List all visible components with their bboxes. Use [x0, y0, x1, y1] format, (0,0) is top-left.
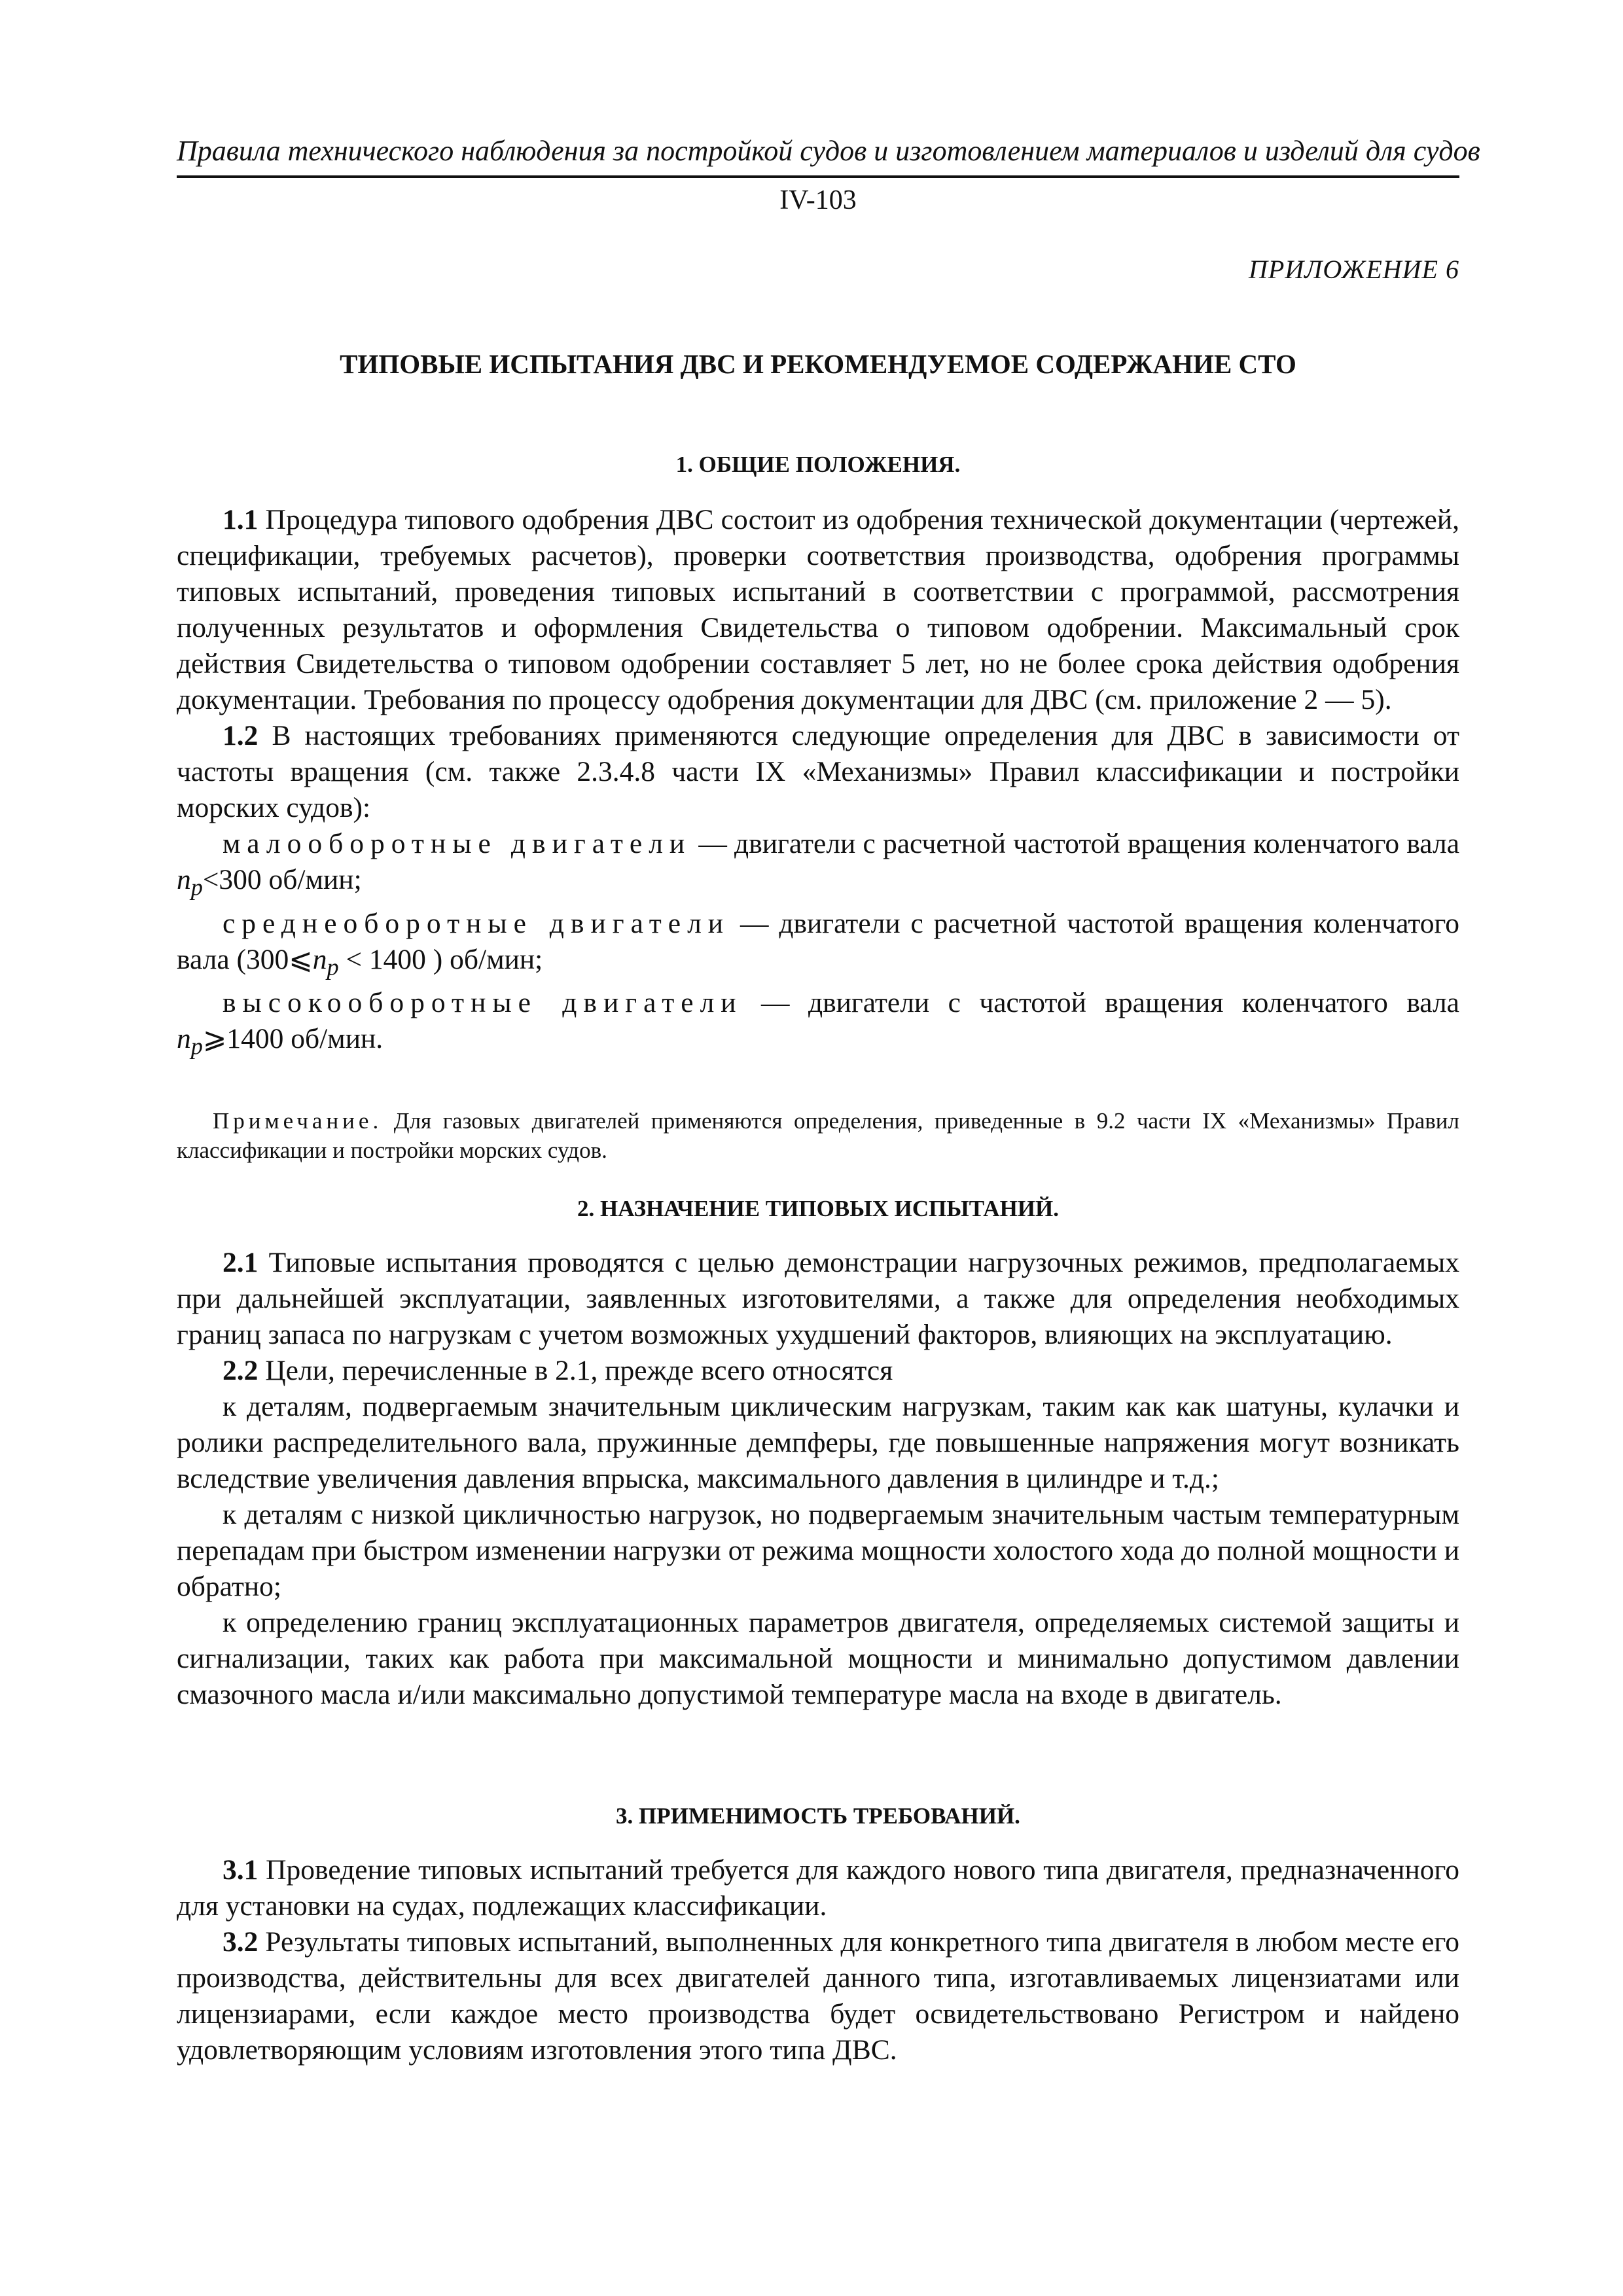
- symbol-subscript: p: [190, 874, 203, 901]
- header-rule: [177, 175, 1459, 178]
- paragraph-number: 2.2: [223, 1355, 259, 1386]
- definition-high-speed: [177, 985, 1459, 1065]
- paragraph-number: 1.2: [223, 720, 259, 751]
- appendix-label: ПРИЛОЖЕНИЕ 6: [1249, 255, 1459, 284]
- section-1-heading: 1. ОБЩИЕ ПОЛОЖЕНИЯ.: [675, 452, 961, 477]
- list-item: к деталям, подвергаемым значительным циклическим нагрузкам, таким как как шатуны, кулачки и ролики распределительного вала, пружинные демпферы, где повышенные напряжения могут возникать вследствие увеличения давления впрыска, максимального давления в цилиндре и т.д.;: [177, 1391, 1459, 1494]
- paragraph-3-2: [177, 1924, 1459, 2068]
- paragraph-3-1: [177, 1852, 1459, 1924]
- term-high-speed: высокооборотные двигатели: [223, 987, 743, 1019]
- symbol-n: n: [177, 1023, 191, 1055]
- definition-condition: ⩾1400 об/мин.: [202, 1023, 383, 1055]
- symbol-n: n: [177, 864, 191, 895]
- definition-low-speed: [177, 826, 1459, 906]
- note-block: [177, 1106, 1459, 1165]
- paragraph-2-1: [177, 1245, 1459, 1353]
- definition-text: — двигатели с расчетной частотой вращения коленчатого вала: [698, 828, 1459, 859]
- paragraph-text: Проведение типовых испытаний требуется для каждого нового типа двигателя, предназначенного для установки на судах, подлежащих классификации.: [177, 1854, 1459, 1922]
- section-3-body: [177, 1852, 1459, 2068]
- paragraph-text: Типовые испытания проводятся с целью демонстрации нагрузочных режимов, предполагаемых при дальнейшей эксплуатации, заявленных изготовителями, а также для определения необходимых границ запаса по нагрузкам с учетом возможных ухудшений факторов, влияющих на эксплуатацию.: [177, 1247, 1460, 1350]
- list-item: к определению границ эксплуатационных параметров двигателя, определяемых системой защиты и сигнализации, таких как работа при максимальной мощности и минимально допустимом давлении смазочного масла и/или максимально допустимой температуре масла на входе в двигатель.: [177, 1607, 1459, 1710]
- section-2-body: [177, 1245, 1459, 1713]
- paragraph-text: Цели, перечисленные в 2.1, прежде всего относятся: [265, 1355, 893, 1386]
- running-header: Правила технического наблюдения за постройкой судов и изготовлением материалов и изделий для судов: [177, 135, 1480, 167]
- definition-text: — двигатели с расчетной частотой вращения коленчатого вала (300⩽: [177, 907, 1460, 975]
- paragraph-1-1: [177, 502, 1459, 718]
- paragraph-number: 3.1: [223, 1854, 259, 1886]
- paragraph-number: 3.2: [223, 1926, 259, 1958]
- symbol-n: n: [312, 943, 327, 975]
- section-2-heading: 2. НАЗНАЧЕНИЕ ТИПОВЫХ ИСПЫТАНИЙ.: [577, 1196, 1059, 1221]
- term-low-speed: малооборотные двигатели: [223, 828, 692, 859]
- definition-text: — двигатели с частотой вращения коленчатого вала: [761, 987, 1459, 1019]
- document-title: ТИПОВЫЕ ИСПЫТАНИЯ ДВС И РЕКОМЕНДУЕМОЕ СОДЕРЖАНИЕ СТО: [340, 349, 1296, 379]
- paragraph-number: 2.1: [223, 1247, 259, 1278]
- paragraph-number: 1.1: [223, 504, 259, 535]
- term-medium-speed: среднеоборотные двигатели: [223, 907, 730, 939]
- note-label: Примечание.: [213, 1108, 383, 1134]
- definition-condition: < 1400 ) об/мин;: [338, 943, 543, 975]
- note-text: Для газовых двигателей применяются определения, приведенные в 9.2 части IX «Механизмы» Правил классификации и постройки морских судов.: [177, 1108, 1459, 1163]
- section-1-body: [177, 502, 1459, 1065]
- paragraph-1-2: [177, 718, 1459, 826]
- paragraph-text: В настоящих требованиях применяются следующие определения для ДВС в зависимости от частоты вращения (см. также 2.3.4.8 части IX «Механизмы» Правил классификации и постройки морских судов):: [177, 720, 1459, 823]
- paragraph-text: Процедура типового одобрения ДВС состоит из одобрения технической документации (чертежей, спецификации, требуемых расчетов), проверки соответствия производства, одобрения программы типовых испытаний, проведения типовых испытаний в соответствии с программой, рассмотрения полученных результатов и оформления Свидетельства о типовом одобрении. Максимальный срок действия Свидетельства о типовом одобрении составляет 5 лет, но не более срока действия одобрения документации. Требования по процессу одобрения документации для ДВС (см. приложение 2 — 5).: [177, 504, 1459, 715]
- paragraph-text: Результаты типовых испытаний, выполненных для конкретного типа двигателя в любом месте его производства, действительны для всех двигателей данного типа, изготавливаемых лицензиатами или лицензиарами, если каждое место производства будет освидетельствовано Регистром и найдено удовлетворяющим условиям изготовления этого типа ДВС.: [177, 1926, 1459, 2066]
- symbol-subscript: p: [190, 1033, 203, 1060]
- paragraph-2-2: [177, 1353, 1459, 1389]
- section-3-heading: 3. ПРИМЕНИМОСТЬ ТРЕБОВАНИЙ.: [616, 1803, 1020, 1829]
- definition-medium-speed: [177, 906, 1459, 986]
- symbol-subscript: p: [327, 954, 339, 980]
- page-number: IV-103: [779, 185, 857, 215]
- definition-condition: <300 об/мин;: [202, 864, 362, 895]
- list-item: к деталям с низкой цикличностью нагрузок, но подвергаемым значительным частым температурным перепадам при быстром изменении нагрузки от режима мощности холостого хода до полной мощности и обратно;: [177, 1499, 1459, 1602]
